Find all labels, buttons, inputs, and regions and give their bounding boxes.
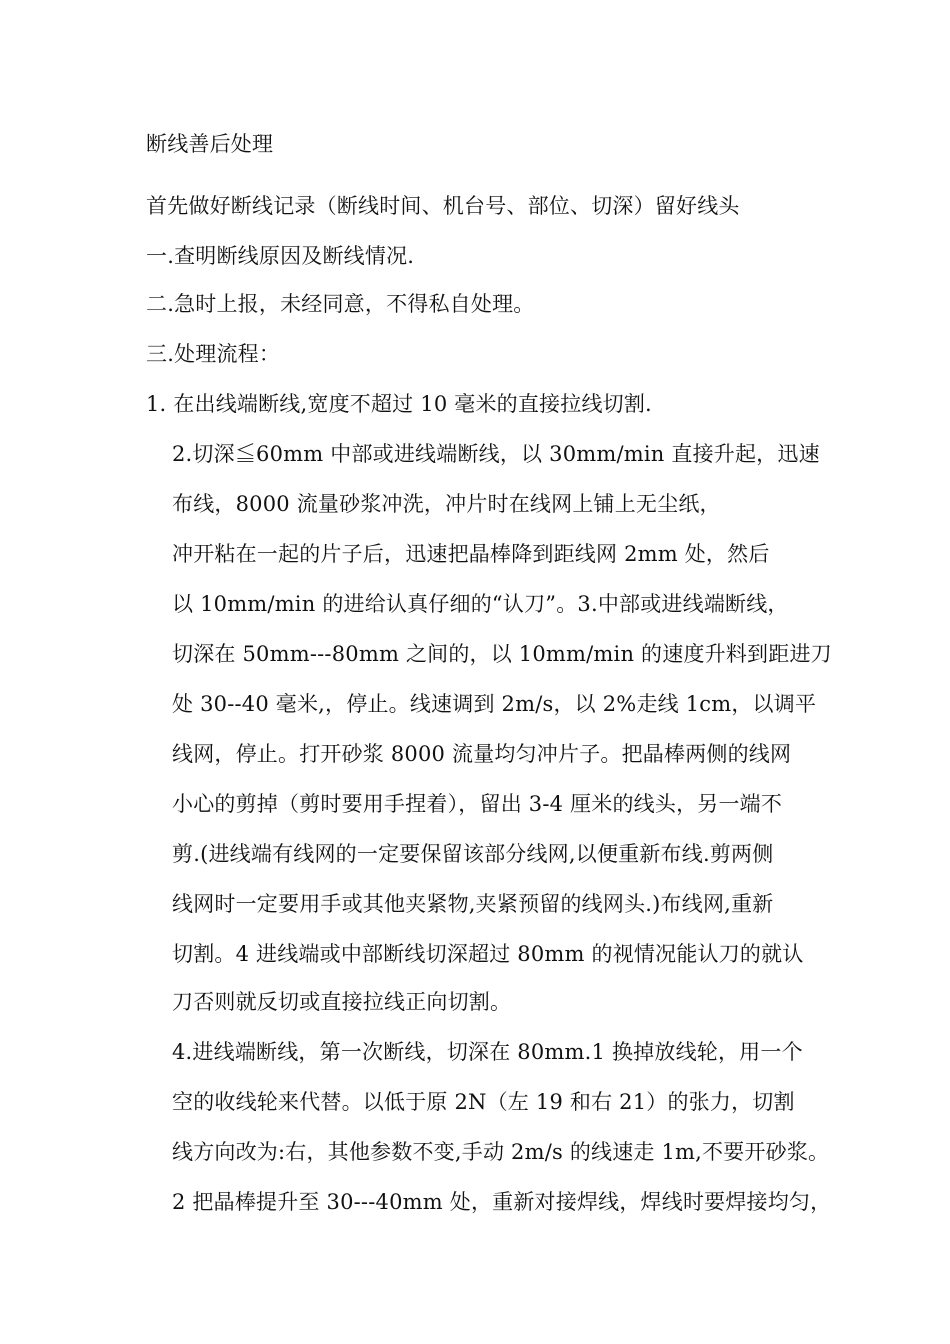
paragraph-line: 布线，8000 流量砂浆冲洗，冲片时在线网上铺上无尘纸，	[172, 492, 721, 516]
paragraph-line: 剪.(进线端有线网的一定要保留该部分线网,以便重新布线.剪两侧	[172, 842, 774, 866]
paragraph-line: 刀否则就反切或直接拉线正向切割。	[172, 990, 512, 1014]
paragraph-line: 切割。4 进线端或中部断线切深超过 80mm 的视情况能认刀的就认	[172, 942, 804, 966]
list-item-one: 1. 在出线端断线,宽度不超过 10 毫米的直接拉线切割.	[146, 392, 652, 416]
paragraph-line: 4.进线端断线，第一次断线，切深在 80mm.1 换掉放线轮，用一个	[172, 1040, 803, 1064]
paragraph-line: 以 10mm/min 的进给认真仔细的“认刀”。3.中部或进线端断线，	[172, 592, 789, 616]
document-title: 断线善后处理	[146, 132, 274, 156]
paragraph-line: 线网时一定要用手或其他夹紧物,夹紧预留的线网头.)布线网,重新	[172, 892, 774, 916]
paragraph-line: 线网，停止。打开砂浆 8000 流量均匀冲片子。把晶棒两侧的线网	[172, 742, 792, 766]
intro-line: 首先做好断线记录（断线时间、机台号、部位、切深）留好线头	[146, 194, 740, 218]
paragraph-line: 空的收线轮来代替。以低于原 2N（左 19 和右 21）的张力，切割	[172, 1090, 795, 1114]
paragraph-line: 处 30--40 毫米,，停止。线速调到 2m/s，以 2%走线 1cm，以调平	[172, 692, 817, 716]
step-one: 一.查明断线原因及断线情况.	[146, 244, 415, 268]
paragraph-line: 2.切深≦60mm 中部或进线端断线，以 30mm/min 直接升起，迅速	[172, 442, 820, 466]
paragraph-line: 切深在 50mm---80mm 之间的，以 10mm/min 的速度升料到距进刀	[172, 642, 832, 666]
paragraph-line: 线方向改为:右，其他参数不变,手动 2m/s 的线速走 1m,不要开砂浆。	[172, 1140, 830, 1164]
paragraph-line: 小心的剪掉（剪时要用手捏着），留出 3-4 厘米的线头，另一端不	[172, 792, 783, 816]
step-two: 二.急时上报，未经同意，不得私自处理。	[146, 292, 535, 316]
step-three: 三.处理流程：	[146, 342, 281, 366]
paragraph-line: 2 把晶棒提升至 30---40mm 处，重新对接焊线，焊线时要焊接均匀，	[172, 1190, 832, 1214]
paragraph-line: 冲开粘在一起的片子后，迅速把晶棒降到距线网 2mm 处，然后	[172, 542, 770, 566]
